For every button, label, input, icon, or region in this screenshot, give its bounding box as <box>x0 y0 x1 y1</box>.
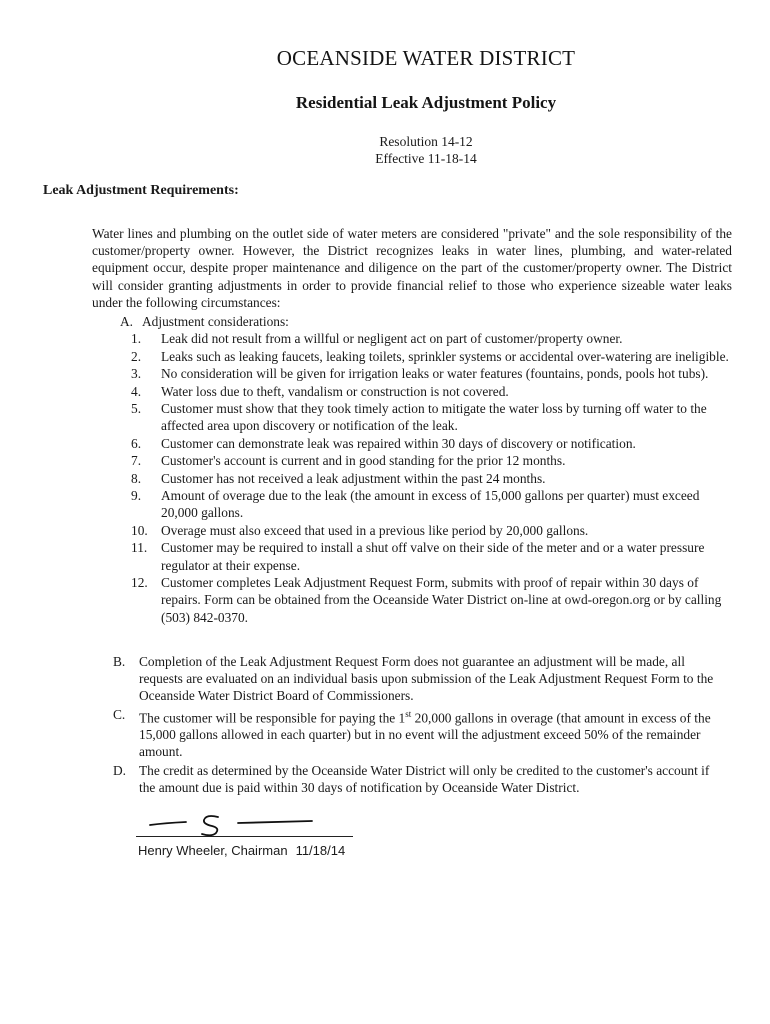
item-text: No consideration will be given for irrigation leaks or water features (fountains, ponds, pools hot tubs). <box>161 366 709 381</box>
section-letter: D. <box>113 762 127 778</box>
list-item <box>131 383 731 400</box>
item-text: Leaks such as leaking faucets, leaking toilets, sprinkler systems or accidental over-watering are ineligible. <box>161 348 729 364</box>
section-d-text: The credit as determined by the Oceanside Water District will only be credited to the customer's account if the amount due is paid within 30 days of notification by Oceanside Water District. <box>139 762 710 795</box>
signature-line <box>136 836 353 837</box>
item-text: Leak did not result from a willful or negligent act on part of customer/property owner. <box>161 331 623 346</box>
section-d <box>113 762 729 796</box>
list-item <box>131 435 731 452</box>
list-item <box>131 365 731 382</box>
item-number: 10. <box>131 522 148 538</box>
effective-date: Effective 11-18-14 <box>375 151 477 166</box>
item-number: 7. <box>131 453 142 469</box>
section-letter: C. <box>113 706 126 722</box>
item-text: Overage must also exceed that used in a previous like period by 20,000 gallons. <box>161 522 589 538</box>
list-item <box>131 400 731 434</box>
requirements-heading: Leak Adjustment Requirements: <box>43 183 239 198</box>
item-12-text-start: Customer completes Leak Adjustment Request Form, submits with proof of repair within 30 days of repairs. Form can be obtained from the Oceanside Water District on-line at <box>161 575 699 608</box>
policy-title: Residential Leak Adjustment Policy <box>295 93 557 112</box>
signer-name: Henry Wheeler, Chairman <box>138 843 288 858</box>
item-number: 5. <box>131 401 142 416</box>
item-text: Amount of overage due to the leak (the amount in excess of 15,000 gallons per quarter) must exceed 20,000 gallons. <box>161 488 700 521</box>
item-number: 12. <box>131 575 148 591</box>
additional-sections <box>113 653 729 797</box>
section-c <box>113 706 729 761</box>
section-b-text: Completion of the Leak Adjustment Request Form does not guarantee an adjustment will be made, all requests are evaluated on an individual basis upon submission of the Leak Adjustment Request Form to the Oceanside Water District Board of Commissioners. <box>139 654 714 704</box>
item-12-text-end: or by calling (503) 842-0370. <box>161 592 722 625</box>
item-text <box>161 574 731 626</box>
considerations-list <box>131 330 731 626</box>
list-item <box>131 452 731 469</box>
signature-caption <box>138 843 345 858</box>
list-item <box>131 539 731 573</box>
item-number: 6. <box>131 435 142 451</box>
item-number: 11. <box>131 540 148 556</box>
district-website-link[interactable]: owd-oregon.org <box>564 592 651 608</box>
section-letter: A. <box>120 314 134 329</box>
section-letter: B. <box>113 654 126 669</box>
item-number: 9. <box>131 488 142 504</box>
item-text: Customer may be required to install a shut off valve on their side of the meter and or a water pressure regulator at their expense. <box>161 540 705 573</box>
list-item <box>131 487 731 521</box>
section-a-heading <box>120 313 289 330</box>
item-text: Customer must show that they took timely action to mitigate the water loss by turning off water to the affected area upon discovery or notification of the leak. <box>161 401 707 434</box>
item-text: Customer's account is current and in good standing for the prior 12 months. <box>161 453 566 469</box>
list-item <box>131 470 731 487</box>
signature-mark <box>140 808 320 838</box>
intro-paragraph: Water lines and plumbing on the outlet side of water meters are considered "private" and the sole responsibility of the customer/property owner. However, the District recognizes leaks in water lines, plumbing, and water-related equipment occur, despite proper maintenance and diligence on the part of the customer/property owner. The District will consider granting adjustments in order to provide financial relief to those who experience sizeable water leaks under the following circumstances: <box>92 226 732 310</box>
section-c-text-start: The customer will be responsible for paying the 1 <box>139 710 406 726</box>
item-number: 2. <box>131 348 142 364</box>
list-item <box>131 330 731 347</box>
item-number: 8. <box>131 470 142 486</box>
section-c-text <box>139 706 729 761</box>
item-number: 4. <box>131 383 142 399</box>
ordinal-suffix: st <box>405 708 412 719</box>
resolution-block <box>0 133 770 167</box>
organization-title: OCEANSIDE WATER DISTRICT <box>276 46 576 70</box>
resolution-number: Resolution 14-12 <box>379 134 473 149</box>
list-item <box>131 574 731 626</box>
signature-date: 11/18/14 <box>295 843 346 858</box>
section-c-text-end: 20,000 gallons in overage (that amount in excess of the 15,000 gallons allowed in each quarter) but in no event will the adjustment exceed 50% of the remainder amount. <box>139 710 711 760</box>
list-item <box>131 348 731 365</box>
item-number: 3. <box>131 366 142 381</box>
item-number: 1. <box>131 331 142 346</box>
section-b <box>113 653 729 705</box>
section-a-title: Adjustment considerations: <box>142 314 289 329</box>
item-text: Customer can demonstrate leak was repaired within 30 days of discovery or notification. <box>161 435 636 451</box>
list-item <box>131 522 731 539</box>
item-text: Customer has not received a leak adjustment within the past 24 months. <box>161 470 546 486</box>
item-text: Water loss due to theft, vandalism or construction is not covered. <box>161 383 509 399</box>
